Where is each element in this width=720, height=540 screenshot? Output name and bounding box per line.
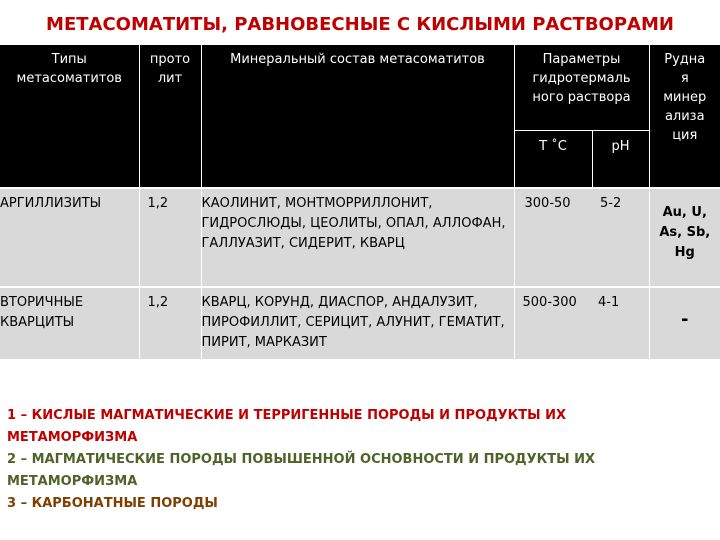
row-ph: 5-2: [592, 188, 649, 287]
row-ore: Au, U, As, Sb, Hg: [649, 188, 720, 287]
header-types: [0, 45, 139, 188]
header-ore-label: Рудна я минер ализа ция: [663, 52, 707, 143]
legend-item-3: 3 – КАРБОНАТНЫЕ ПОРОДЫ: [7, 496, 218, 511]
header-temp-label: T ˚C: [539, 139, 567, 154]
row-type: АРГИЛЛИЗИТЫ: [0, 188, 139, 287]
header-ore: [649, 45, 720, 188]
row-ore: -: [649, 287, 720, 359]
header-protolith-label: прото лит: [149, 52, 191, 86]
legend-item-1: 1 – КИСЛЫЕ МАГМАТИЧЕСКИЕ И ТЕРРИГЕННЫЕ ПОРОДЫ И ПРОДУКТЫ ИХ МЕТАМОРФИЗМА: [7, 408, 567, 445]
legend-item-2: 2 – МАГМАТИЧЕСКИЕ ПОРОДЫ ПОВЫШЕННОЙ ОСНОВНОСТИ И ПРОДУКТЫ ИХ МЕТАМОРФИЗМА: [7, 452, 596, 489]
row-mineral: КАОЛИНИТ, МОНТМОРРИЛЛОНИТ, ГИДРОСЛЮДЫ, ЦЕОЛИТЫ, ОПАЛ, АЛЛОФАН, ГАЛЛУАЗИТ, СИДЕРИТ, КВАРЦ: [201, 188, 514, 287]
row-temp: 300-50: [514, 188, 592, 287]
row-temp: 500-300: [514, 287, 592, 359]
header-temp: [514, 131, 592, 189]
metasomatite-table: [0, 45, 720, 359]
protolith-legend: [7, 405, 707, 515]
row-mineral: КВАРЦ, КОРУНД, ДИАСПОР, АНДАЛУЗИТ, ПИРОФИЛЛИТ, СЕРИЦИТ, АЛУНИТ, ГЕМАТИТ, ПИРИТ, МАРКАЗИТ: [201, 287, 514, 359]
table-row: [0, 287, 720, 359]
header-types-label: Типы метасоматитов: [16, 52, 122, 86]
row-protolith: 1,2: [139, 188, 201, 287]
header-params-label: Параметры гидротермаль ного раствора: [532, 52, 631, 105]
row-protolith: 1,2: [139, 287, 201, 359]
header-mineral-label: Минеральный состав метасоматитов: [230, 52, 485, 67]
header-mineral: [201, 45, 514, 188]
row-ph: 4-1: [592, 287, 649, 359]
row-type: ВТОРИЧНЫЕ КВАРЦИТЫ: [0, 287, 139, 359]
table-header-row: [0, 45, 720, 131]
header-protolith: [139, 45, 201, 188]
header-ph: [592, 131, 649, 189]
header-params: [514, 45, 649, 131]
header-ph-label: pH: [611, 139, 630, 154]
table-row: [0, 188, 720, 287]
page-title: МЕТАСОМАТИТЫ, РАВНОВЕСНЫЕ С КИСЛЫМИ РАСТВОРАМИ: [46, 14, 674, 35]
